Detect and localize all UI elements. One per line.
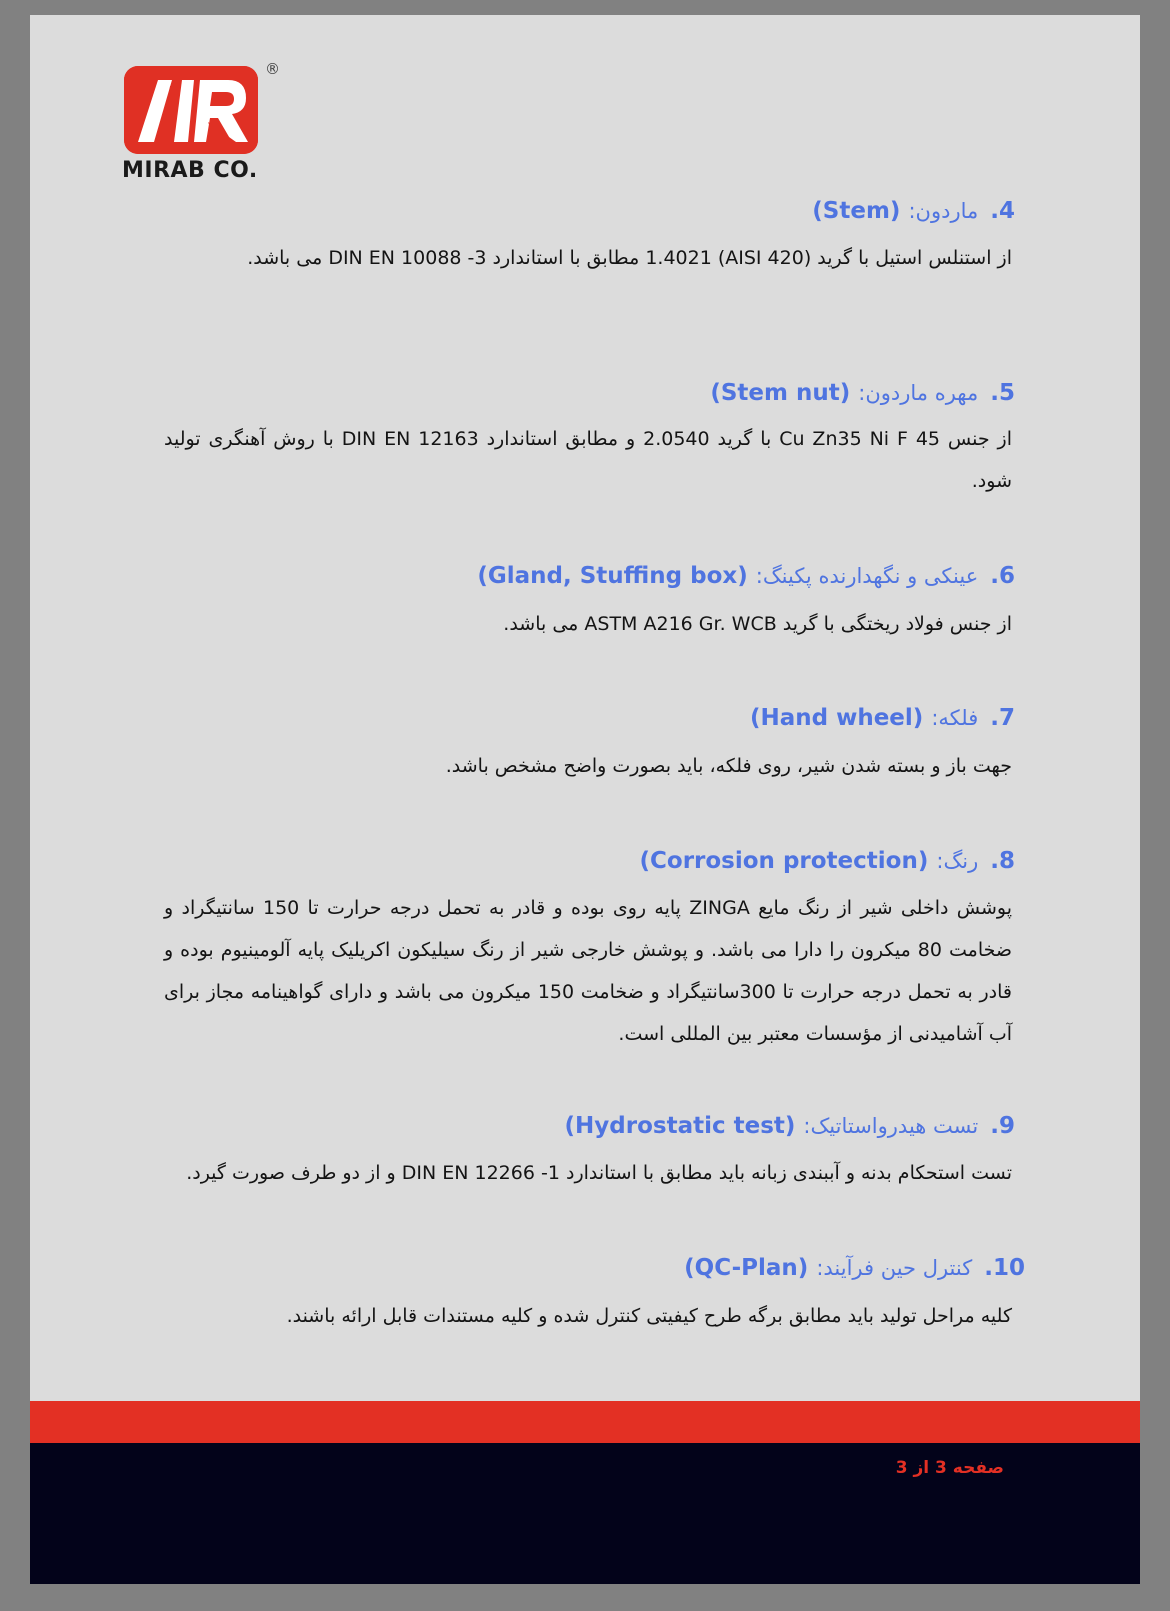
section-title-en: (Corrosion protection) xyxy=(639,848,929,874)
section-title-fa: ماردون: xyxy=(908,199,979,223)
section-heading xyxy=(565,1113,1015,1139)
document-page xyxy=(30,15,1140,1584)
section-heading xyxy=(684,1255,1025,1281)
section-number: 8. xyxy=(990,848,1015,874)
section-heading xyxy=(640,848,1016,874)
section-title-en: (Stem nut) xyxy=(710,380,851,406)
section-title-fa: عینکی و نگهدارنده پکینگ: xyxy=(755,564,979,588)
footer-red-band xyxy=(30,1401,1140,1443)
section-title-fa: رنگ: xyxy=(936,849,979,873)
section-title-en: (Gland, Stuffing box) xyxy=(477,563,748,589)
section-number: 6. xyxy=(990,563,1015,589)
section-number: 7. xyxy=(990,705,1015,731)
section-title-en: (QC-Plan) xyxy=(684,1255,809,1281)
section-heading xyxy=(812,198,1015,224)
section-number: 9. xyxy=(990,1113,1015,1139)
company-logo xyxy=(122,60,284,196)
section-title-fa: تست هیدرواستاتیک: xyxy=(803,1114,979,1138)
section-title-fa: فلکه: xyxy=(931,706,979,730)
section-body: تست استحکام بدنه و آببندی زبانه باید مطابق با استاندارد DIN EN 12266 -1 و از دو طرف صورت گیرد. xyxy=(186,1162,1012,1184)
section-title-en: (Hydrostatic test) xyxy=(564,1113,796,1139)
page-number: صفحه 3 از 3 xyxy=(895,1458,1004,1478)
section-body: از استنلس استیل با گرید (AISI 420) 1.4021 مطابق با استاندارد DIN EN 10088 -3 می باشد. xyxy=(247,247,1012,269)
section-number: 4. xyxy=(990,198,1015,224)
section-title-en: (Stem) xyxy=(812,198,901,224)
section-body: از جنس فولاد ریختگی با گرید ASTM A216 Gr. WCB می باشد. xyxy=(503,613,1012,635)
section-body: کلیه مراحل تولید باید مطابق برگه طرح کیفیتی کنترل شده و کلیه مستندات قابل ارائه باشند. xyxy=(286,1305,1012,1327)
section-body: جهت باز و بسته شدن شیر، روی فلکه، باید بصورت واضح مشخص باشد. xyxy=(445,755,1012,777)
registered-mark: ® xyxy=(265,60,280,78)
section-heading xyxy=(750,705,1015,731)
section-heading xyxy=(477,563,1015,589)
section-number: 10. xyxy=(984,1255,1025,1281)
section-title-fa: مهره ماردون: xyxy=(858,381,979,405)
company-name: MIRAB CO. xyxy=(122,158,258,183)
mirab-logo-mark xyxy=(124,66,258,154)
section-title-en: (Hand wheel) xyxy=(749,705,924,731)
section-title-fa: کنترل حین فرآیند: xyxy=(816,1256,973,1280)
section-heading xyxy=(710,380,1015,406)
section-number: 5. xyxy=(990,380,1015,406)
section-body: از جنس Cu Zn35 Ni F 45 با گرید 2.0540 و مطابق استاندارد DIN EN 12163 با روش آهنگری تولید شود. xyxy=(164,428,1012,492)
section-body: پوشش داخلی شیر از رنگ مایع ZINGA پایه روی بوده و قادر به تحمل درجه حرارت تا 150 سانتیگراد و ضخامت 80 میکرون را دارا می باشد. و پوشش خارجی شیر از رنگ سیلیکون اکریلیک پایه آلومینیوم بوده و قادر به تحمل درجه حرارت تا 300سانتیگراد و ضخامت 150 میکرون می باشد و دارای گواهینامه مجاز برای آب آشامیدنی از مؤسسات معتبر بین المللی است. xyxy=(164,897,1012,1045)
mirab-logo-icon xyxy=(124,66,258,154)
